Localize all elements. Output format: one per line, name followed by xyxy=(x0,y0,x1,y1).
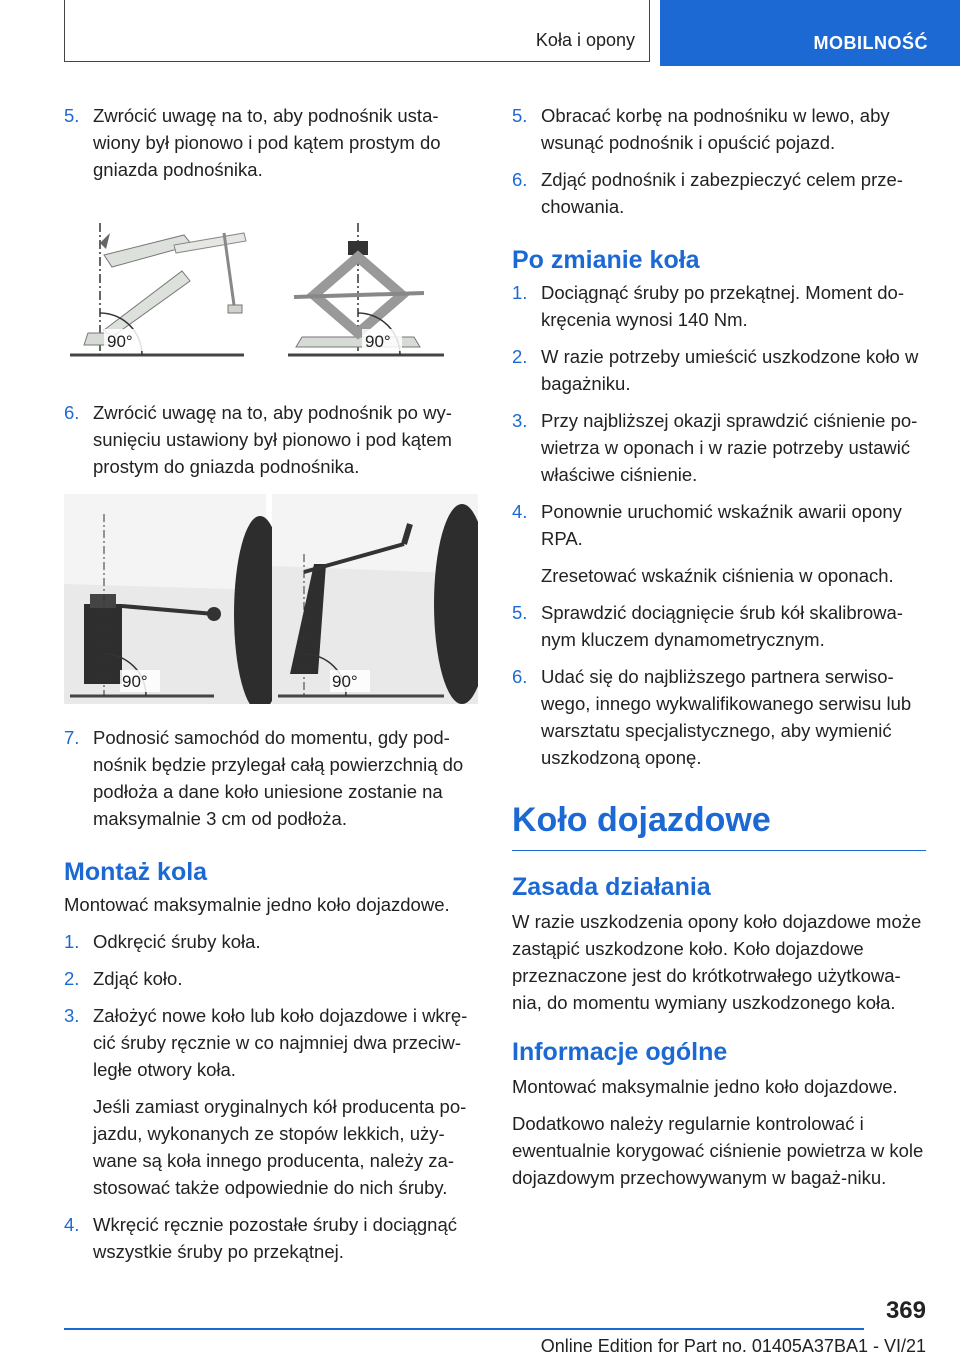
list-item xyxy=(64,399,478,480)
step-number: 1. xyxy=(512,282,528,303)
header-frame xyxy=(64,0,650,62)
jack-under-car-illustration xyxy=(64,494,478,704)
list-item xyxy=(512,102,926,156)
step-text: W razie potrzeby umieścić uszkodzone koło w bagażniku. xyxy=(541,346,919,394)
paragraph: W razie uszkodzenia opony koło dojazdowe może zastąpić uszkodzone koło. Koło dojazdowe przeznaczone jest do krótkotrwałego użytkowa-nia, do momentu wymiany uszkodzonego koła. xyxy=(512,911,922,1013)
section-title: Koła i opony xyxy=(535,30,635,50)
section-heading: Montaż kola xyxy=(64,858,208,886)
step-number: 5. xyxy=(64,105,80,126)
step-text: Sprawdzić dociągnięcie śrub kół skalibrowa-nym kluczem dynamometrycznym. xyxy=(541,602,903,650)
list-item xyxy=(512,407,926,488)
step-text: Przy najbliższej okazji sprawdzić ciśnienie po-wietrza w oponach i w razie potrzeby ustawić właściwe ciśnienie. xyxy=(541,410,918,485)
list-item xyxy=(64,1002,478,1083)
list-item xyxy=(512,599,926,653)
chapter-heading: Koło dojazdowe xyxy=(512,801,926,851)
step-text: Obracać korbę na podnośniku w lewo, aby wsunąć podnośnik i opuścić pojazd. xyxy=(541,105,890,153)
angle-label: 90° xyxy=(107,332,133,351)
page-number: 369 xyxy=(885,1297,926,1324)
step-number: 2. xyxy=(512,346,528,367)
step-number: 2. xyxy=(64,968,80,989)
step-number: 3. xyxy=(512,410,528,431)
list-item xyxy=(64,965,478,992)
chapter-tab-label: MOBILNOŚĆ xyxy=(813,33,928,53)
step-number: 5. xyxy=(512,105,528,126)
step-text: Zwrócić uwagę na to, aby podnośnik usta-wiony był pionowo i pod kątem prostym do gniazda podnośnika. xyxy=(93,105,441,180)
list-item xyxy=(512,343,926,397)
paragraph: Montować maksymalnie jedno koło dojazdowe. xyxy=(512,1076,898,1097)
section-heading: Zasada działania xyxy=(512,873,711,901)
step-number: 1. xyxy=(64,931,80,952)
left-column xyxy=(64,102,478,1275)
step-number: 4. xyxy=(64,1214,80,1235)
edition-note: Online Edition for Part no. 01405A37BA1 - VI/21 xyxy=(540,1336,926,1356)
step-text: Odkręcić śruby koła. xyxy=(93,931,261,952)
section-heading: Informacje ogólne xyxy=(512,1038,728,1066)
footer-divider xyxy=(64,1328,864,1330)
list-item xyxy=(64,928,478,955)
step-number: 6. xyxy=(512,169,528,190)
step-number: 4. xyxy=(512,501,528,522)
list-item xyxy=(512,279,926,333)
step-text: Zdjąć podnośnik i zabezpieczyć celem prze-chowania. xyxy=(541,169,903,217)
jack-photo-figure xyxy=(64,494,478,704)
step-text: Ponownie uruchomić wskaźnik awarii opony RPA. xyxy=(541,501,902,549)
step-text: Dociągnąć śruby po przekątnej. Moment do-kręcenia wynosi 140 Nm. xyxy=(541,282,904,330)
step-number: 5. xyxy=(512,602,528,623)
list-item xyxy=(64,1211,478,1265)
step-text: Założyć nowe koło lub koło dojazdowe i wkrę-cić śruby ręcznie w co najmniej dwa przeciw-ległe otwory koła. xyxy=(93,1005,468,1080)
list-item xyxy=(512,166,926,220)
angle-label: 90° xyxy=(365,332,391,351)
paragraph: Montować maksymalnie jedno koło dojazdowe. xyxy=(64,894,450,915)
jack-diagram-figure xyxy=(64,205,478,385)
step-text: Zdjąć koło. xyxy=(93,968,183,989)
right-column xyxy=(512,102,926,1201)
step-text: Zwrócić uwagę na to, aby podnośnik po wy-sunięciu ustawiony był pionowo i pod kątem prostym do gniazda podnośnika. xyxy=(93,402,452,477)
step-number: 6. xyxy=(64,402,80,423)
chapter-tab xyxy=(660,0,960,66)
step-note: Zresetować wskaźnik ciśnienia w oponach. xyxy=(541,565,894,586)
list-item xyxy=(64,724,478,832)
step-number: 7. xyxy=(64,727,80,748)
list-item xyxy=(512,498,926,552)
step-note: Jeśli zamiast oryginalnych kół producenta po-jazdu, wykonanych ze stopów lekkich, uży-wane są koła innego producenta, należy za-stosować także odpowiednie do nich śruby. xyxy=(93,1096,467,1198)
section-heading: Po zmianie koła xyxy=(512,246,700,274)
list-item xyxy=(64,102,478,183)
angle-label: 90° xyxy=(332,672,358,691)
paragraph: Dodatkowo należy regularnie kontrolować i ewentualnie korygować ciśnienie powietrza w kole dojazdowym przechowywanym w bagaż-niku. xyxy=(512,1113,924,1188)
step-number: 3. xyxy=(64,1005,80,1026)
jack-alignment-diagram xyxy=(64,205,478,385)
step-text: Udać się do najbliższego partnera serwiso-wego, innego wykwalifikowanego serwisu lub warsztatu specjalistycznego, aby wymienić uszkodzoną oponę. xyxy=(541,666,912,768)
step-text: Podnosić samochód do momentu, gdy pod-nośnik będzie przylegał całą powierzchnią do podłoża a dane koło uniesione zostanie na maksymalnie 3 cm od podłoża. xyxy=(93,727,464,829)
step-number: 6. xyxy=(512,666,528,687)
step-text: Wkręcić ręcznie pozostałe śruby i dociągnąć wszystkie śruby po przekątnej. xyxy=(93,1214,457,1262)
angle-label: 90° xyxy=(122,672,148,691)
list-item xyxy=(512,663,926,771)
